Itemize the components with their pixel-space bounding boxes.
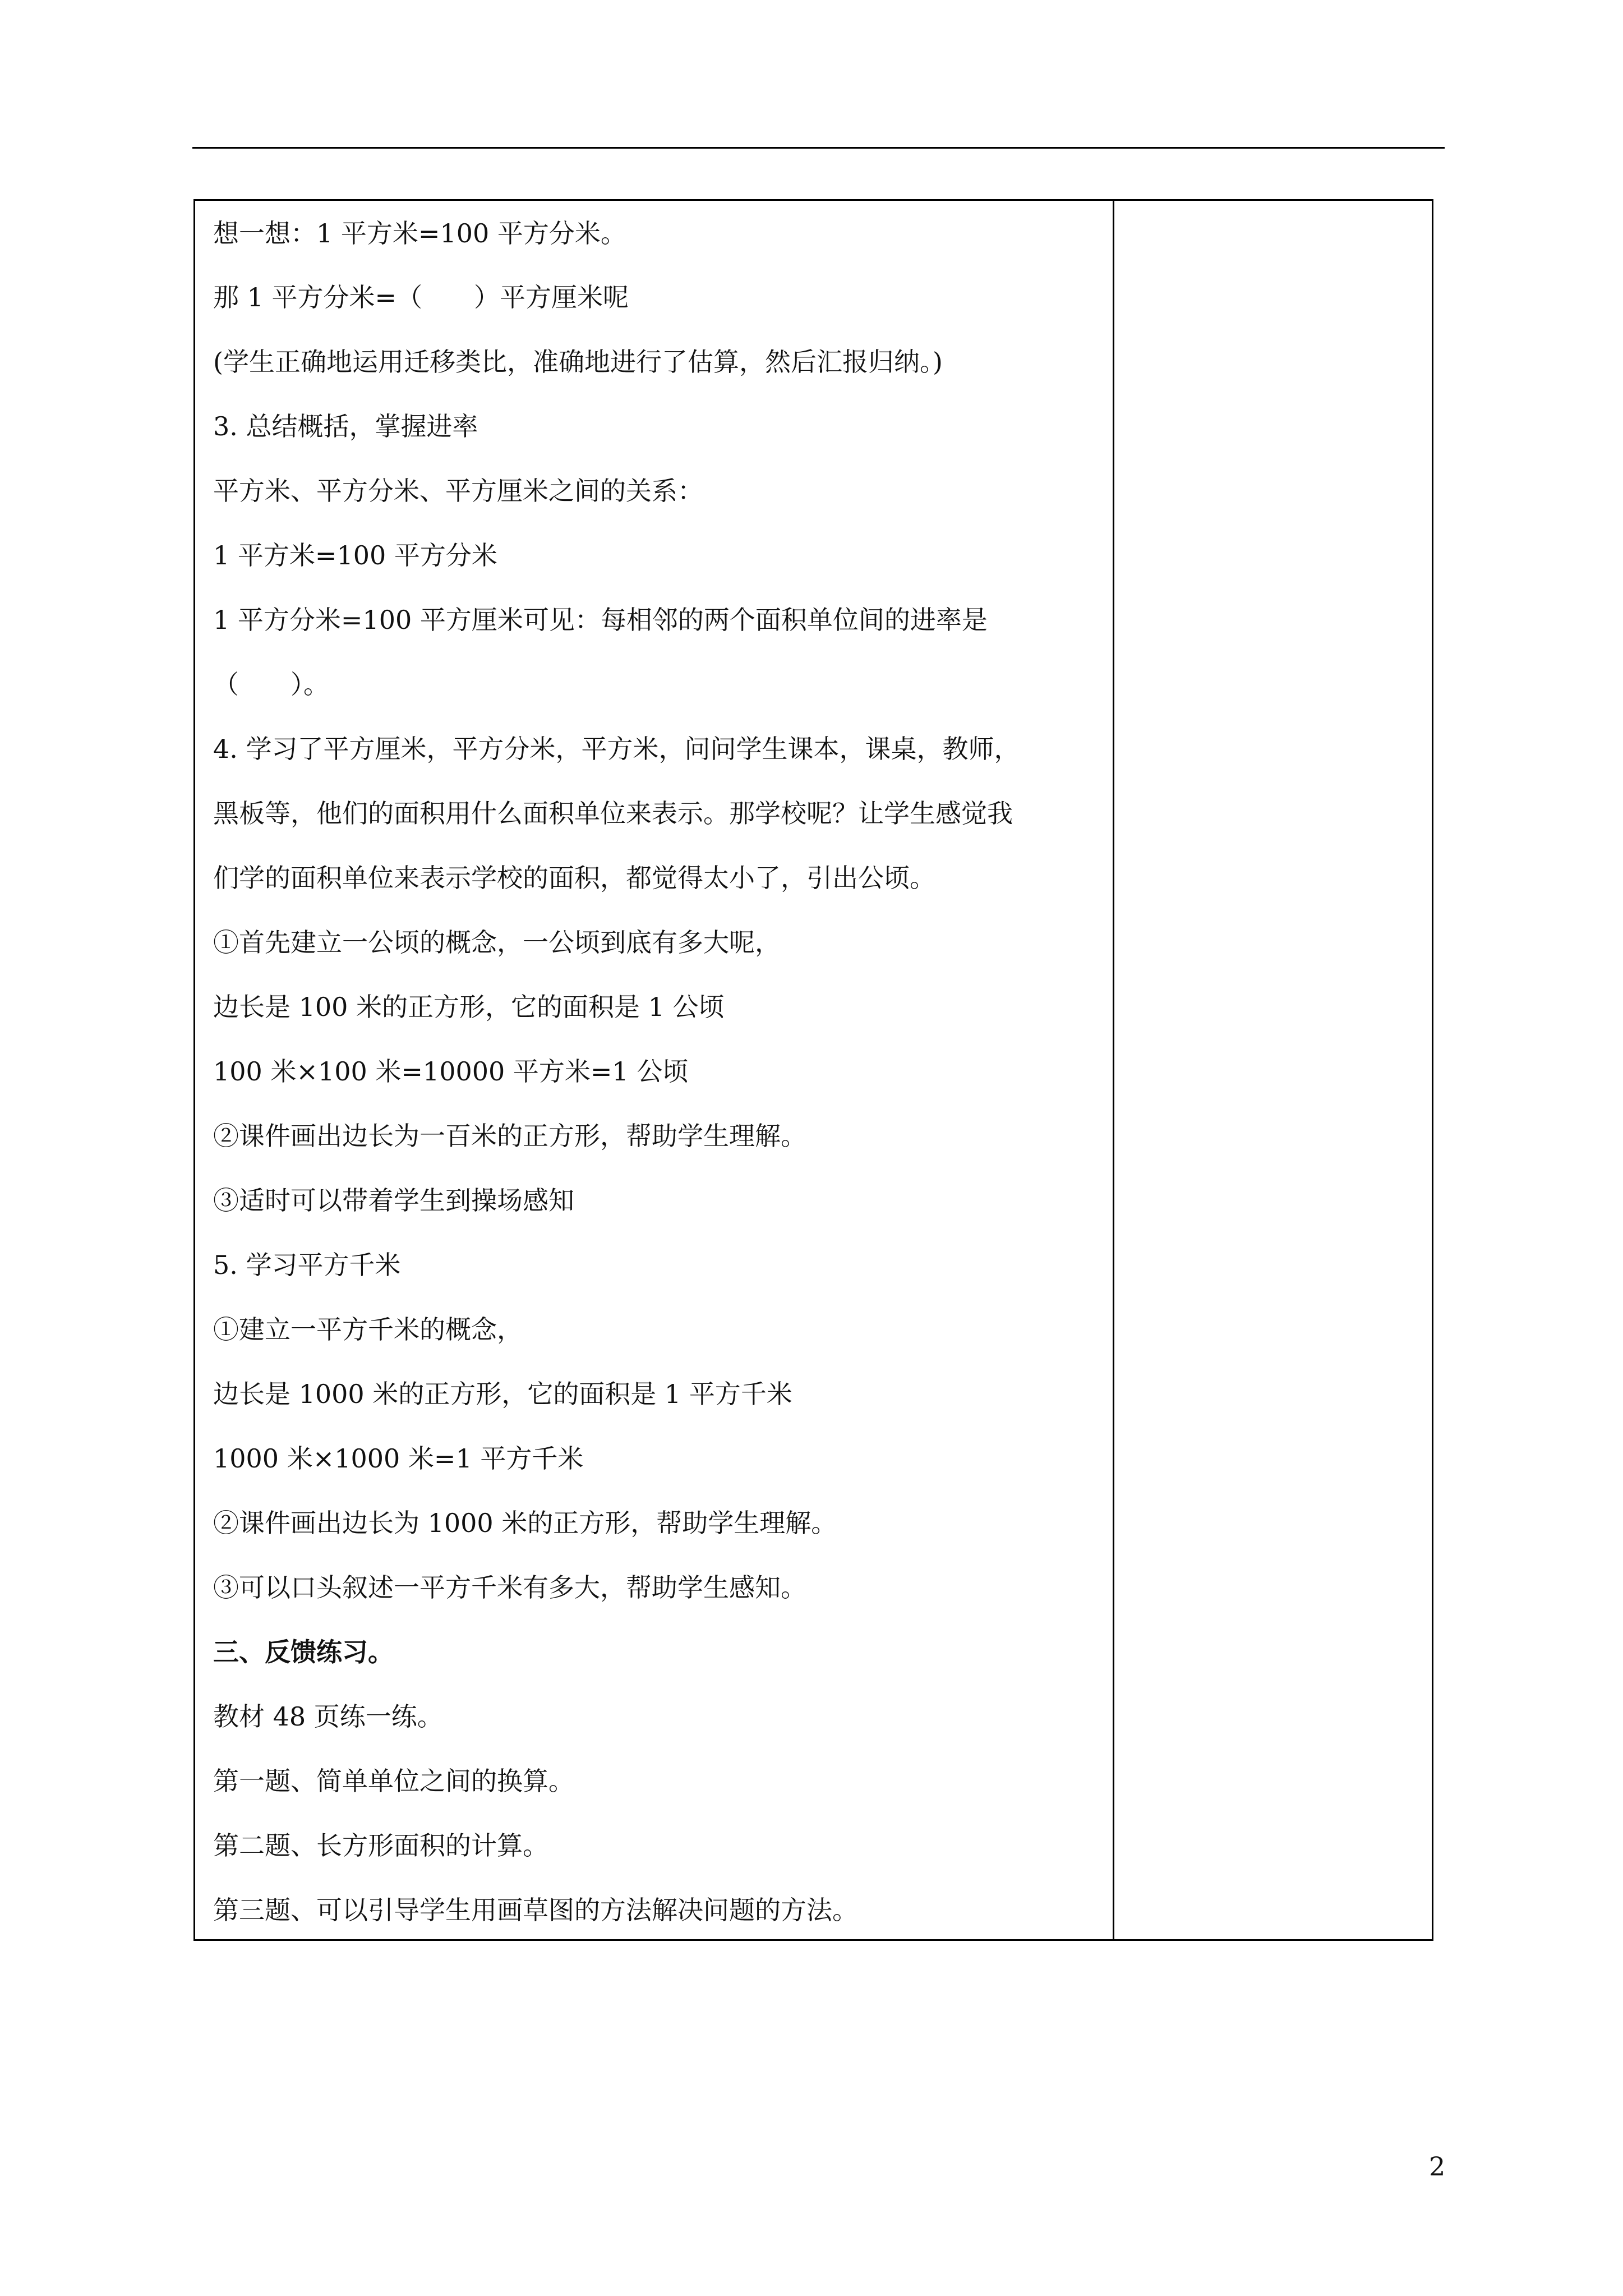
text-line: (学生正确地运用迁移类比，准确地进行了估算，然后汇报归纳。): [213, 347, 943, 377]
text-line: ②课件画出边长为一百米的正方形，帮助学生理解。: [213, 1121, 806, 1151]
text-line: 5. 学习平方千米: [213, 1250, 401, 1280]
text-line: 第一题、简单单位之间的换算。: [213, 1766, 574, 1796]
text-line: （ ）。: [213, 669, 329, 700]
text-line: ③适时可以带着学生到操场感知: [213, 1185, 574, 1216]
text-line: ①建立一平方千米的概念，: [213, 1314, 523, 1345]
text-line: 想一想：1 平方米=100 平方分米。: [213, 218, 626, 249]
text-line: 第三题、可以引导学生用画草图的方法解决问题的方法。: [213, 1895, 858, 1925]
text-line: 们学的面积单位来表示学校的面积，都觉得太小了，引出公顷。: [213, 863, 935, 893]
text-line: ①首先建立一公顷的概念，一公顷到底有多大呢，: [213, 927, 781, 958]
text-line: 100 米×100 米=10000 平方米=1 公顷: [213, 1056, 689, 1087]
text-line: 3. 总结概括，掌握进率: [213, 411, 478, 441]
text-line: 第二题、长方形面积的计算。: [213, 1830, 548, 1861]
text-line: 4. 学习了平方厘米，平方分米，平方米，问问学生课本，课桌，教师，: [213, 734, 1020, 764]
text-line: 教材 48 页练一练。: [213, 1701, 443, 1732]
text-line: 1 平方米=100 平方分米: [213, 540, 497, 570]
column-divider: [1113, 201, 1114, 1939]
text-line: 1 平方分米=100 平方厘米可见：每相邻的两个面积单位间的进率是: [213, 605, 988, 635]
text-line: 边长是 1000 米的正方形，它的面积是 1 平方千米: [213, 1379, 792, 1409]
text-line: ②课件画出边长为 1000 米的正方形，帮助学生理解。: [213, 1508, 837, 1538]
text-line: 1000 米×1000 米=1 平方千米: [213, 1443, 584, 1474]
text-line: 平方米、平方分米、平方厘米之间的关系：: [213, 476, 703, 506]
lesson-table: [193, 199, 1433, 1941]
text-line: 那 1 平方分米=（ ）平方厘米呢: [213, 282, 629, 312]
page-number: 2: [1429, 2151, 1446, 2182]
text-line: 边长是 100 米的正方形，它的面积是 1 公顷: [213, 992, 725, 1022]
header-rule: [192, 147, 1445, 149]
text-line: 黑板等，他们的面积用什么面积单位来表示。那学校呢？让学生感觉我: [213, 798, 1013, 829]
text-line: ③可以口头叙述一平方千米有多大，帮助学生感知。: [213, 1572, 806, 1603]
section-heading: 三、反馈练习。: [213, 1637, 394, 1667]
